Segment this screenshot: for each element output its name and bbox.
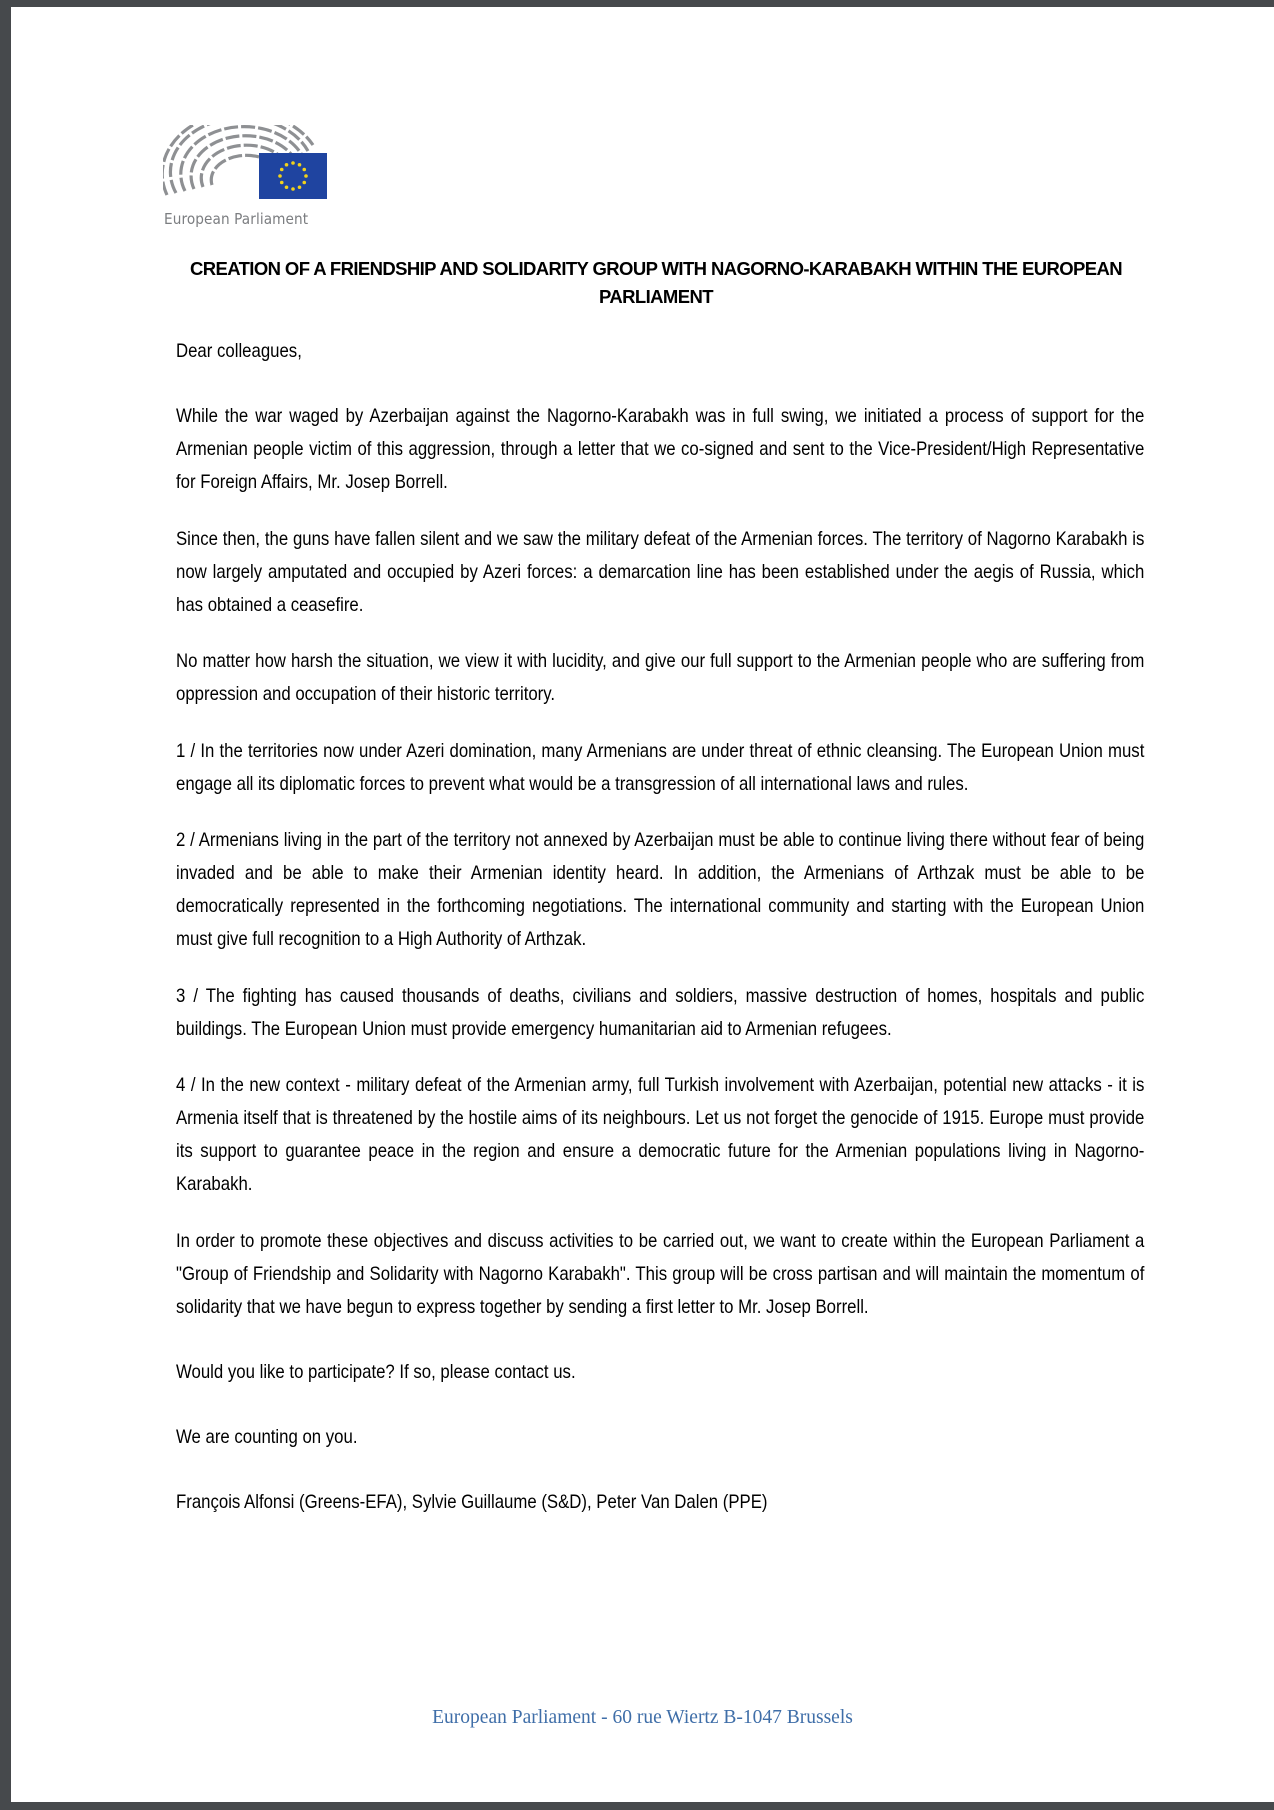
eu-star-icon [302,168,306,172]
paragraph: In order to promote these objectives and discuss activities to be carried out, we want to create within the European Parliament a "Group of Friendship and Solidarity with Nagorno Karabakh". This group will be cross partisan and will maintain the momentum of solidarity that we have begun to express together by sending a first letter to Mr. Josep Borrell. [176,1229,1145,1318]
eu-star-icon [280,181,284,185]
paragraph: 1 / In the territories now under Azeri domination, many Armenians are under threat of ethnic cleansing. The European Union must engage all its diplomatic forces to prevent what would be a transgression of all international laws and rules. [176,739,1145,795]
eu-star-icon [302,181,306,185]
closing: We are counting on you. [176,1425,358,1448]
eu-star-icon [285,185,289,189]
hemicycle-flag-icon [163,125,333,207]
paragraph: 4 / In the new context - military defeat of the Armenian army, full Turkish involvement with Azerbaijan, potential new attacks - it is Armenia itself that is threatened by the hostile aims of its neighbours. Let us not forget the genocide of 1915. Europe must provide its support to guarantee peace in the region and ensure a democratic future for the Armenian populations living in Nagorno-Karabakh. [176,1074,1145,1195]
eu-star-icon [298,163,302,167]
paragraph: 3 / The fighting has caused thousands of deaths, civilians and soldiers, massive destruction of homes, hospitals and public buildings. The European Union must provide emergency humanitarian aid to Armenian refugees. [176,984,1145,1040]
eu-star-icon [291,187,295,191]
signatories: François Alfonsi (Greens-EFA), Sylvie Guillaume (S&D), Peter Van Dalen (PPE) [176,1490,768,1513]
document-title: CREATION OF A FRIENDSHIP AND SOLIDARITY GROUP WITH NAGORNO-KARABAKH WITHIN THE EUROPEAN PARLIAMENT [189,258,1123,307]
salutation: Dear colleagues, [176,340,302,362]
eu-star-icon [278,174,282,178]
eu-star-icon [285,163,289,167]
paragraph: Since then, the guns have fallen silent and we saw the military defeat of the Armenian forces. The territory of Nagorno Karabakh is now largely amputated and occupied by Azeri forces: a demarcation line has been established under the aegis of Russia, which has obtained a ceasefire. [176,527,1145,616]
eu-star-icon [280,168,284,172]
logo-text: European Parliament [164,210,309,228]
paragraph: While the war waged by Azerbaijan against the Nagorno-Karabakh was in full swing, we initiated a process of support for the Armenian people victim of this aggression, through a letter that we co-signed and sent to the Vice-President/High Representative for Foreign Affairs, Mr. Josep Borrell. [176,405,1145,493]
footer-address: European Parliament - 60 rue Wiertz B-1047 Brussels [432,1707,853,1728]
letter-body [176,335,1144,1542]
european-parliament-logo [163,125,333,237]
eu-star-icon [304,174,308,178]
document-page [11,7,1274,1802]
eu-star-icon [291,161,295,165]
question: Would you like to participate? If so, please contact us. [176,1360,576,1383]
paragraph: No matter how harsh the situation, we view it with lucidity, and give our full support to the Armenian people who are suffering from oppression and occupation of their historic territory. [176,650,1145,705]
eu-star-icon [298,185,302,189]
paragraph: 2 / Armenians living in the part of the territory not annexed by Azerbaijan must be able to continue living there without fear of being invaded and be able to make their Armenian identity heard. In addition, the Armenians of Arthzak must be able to be democratically represented in the forthcoming negotiations. The international community and starting with the European Union must give full recognition to a High Authority of Arthzak. [176,829,1145,950]
